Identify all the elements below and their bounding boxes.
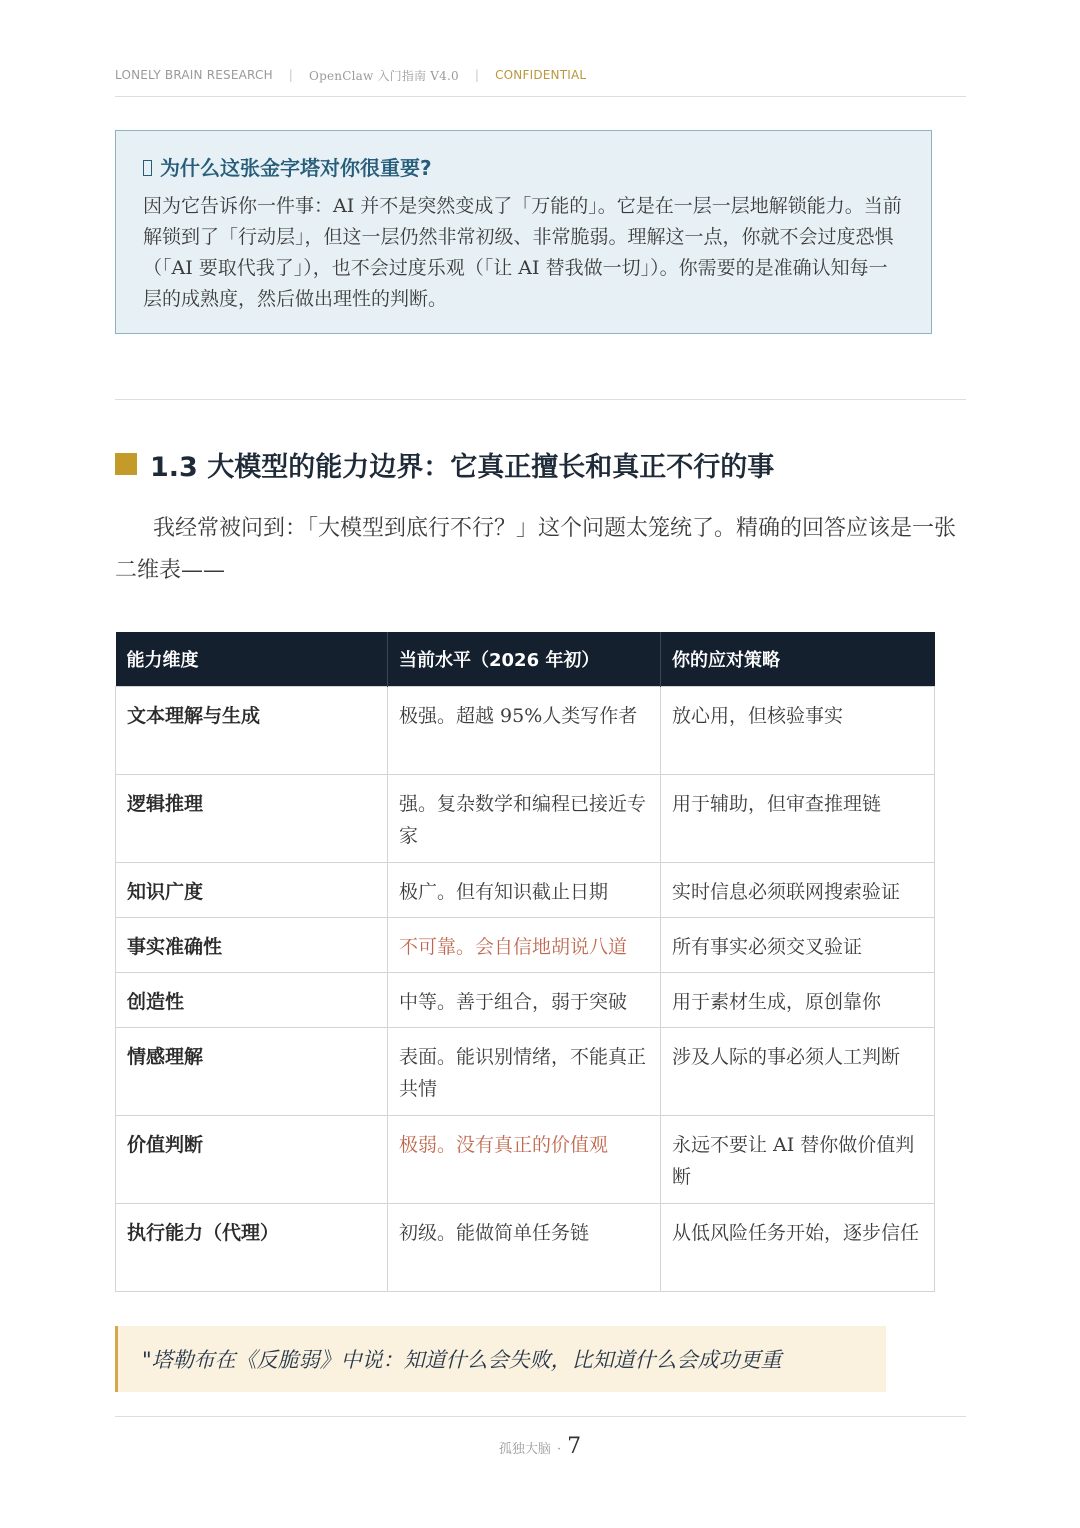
level-cell: 不可靠。会自信地胡说八道 — [388, 918, 661, 973]
table-row — [116, 918, 935, 973]
footer-divider — [115, 1416, 966, 1417]
table-row — [116, 1204, 935, 1292]
callout-title-text: 为什么这张金字塔对你很重要? — [160, 156, 432, 180]
strategy-cell: 永远不要让 AI 替你做价值判断 — [661, 1116, 935, 1204]
strategy-cell: 用于素材生成，原创靠你 — [661, 973, 935, 1028]
table-header-cell: 当前水平（2026 年初） — [388, 632, 661, 687]
table-header-cell: 能力维度 — [116, 632, 388, 687]
level-cell: 极广。但有知识截止日期 — [388, 863, 661, 918]
intro-paragraph: 我经常被问到：「大模型到底行不行？」这个问题太笼统了。精确的回答应该是一张二维表—— — [115, 516, 957, 583]
level-cell: 中等。善于组合，弱于突破 — [388, 973, 661, 1028]
table-row — [116, 1028, 935, 1116]
dimension-cell: 事实准确性 — [116, 918, 388, 973]
quote-block — [115, 1326, 886, 1392]
section-marker-icon — [115, 453, 137, 475]
header-org: LONELY BRAIN RESEARCH — [115, 68, 273, 82]
capability-table — [115, 632, 935, 1292]
strategy-cell: 所有事实必须交叉验证 — [661, 918, 935, 973]
dimension-cell: 知识广度 — [116, 863, 388, 918]
dimension-cell: 执行能力（代理） — [116, 1204, 388, 1292]
table-row — [116, 1116, 935, 1204]
table-row — [116, 775, 935, 863]
callout-title — [143, 155, 905, 181]
strategy-cell: 用于辅助，但审查推理链 — [661, 775, 935, 863]
page-footer — [0, 1434, 1080, 1459]
table-row — [116, 863, 935, 918]
table-row — [116, 687, 935, 775]
header-divider — [115, 96, 966, 97]
strategy-cell: 实时信息必须联网搜索验证 — [661, 863, 935, 918]
level-cell: 初级。能做简单任务链 — [388, 1204, 661, 1292]
level-cell: 极强。超越 95%人类写作者 — [388, 687, 661, 775]
dimension-cell: 价值判断 — [116, 1116, 388, 1204]
callout-box — [115, 130, 932, 334]
dimension-cell: 创造性 — [116, 973, 388, 1028]
dimension-cell: 文本理解与生成 — [116, 687, 388, 775]
footer-dot: · — [556, 1442, 562, 1457]
section-divider — [115, 399, 966, 400]
level-cell: 表面。能识别情绪，不能真正共情 — [388, 1028, 661, 1116]
table-header-cell: 你的应对策略 — [661, 632, 935, 687]
dimension-cell: 情感理解 — [116, 1028, 388, 1116]
missing-glyph-icon — [143, 160, 152, 176]
dimension-cell: 逻辑推理 — [116, 775, 388, 863]
table-row — [116, 973, 935, 1028]
section-title-text: 1.3 大模型的能力边界：它真正擅长和真正不行的事 — [150, 451, 775, 483]
table-header-row — [116, 632, 935, 687]
quote-text: "塔勒布在《反脆弱》中说：知道什么会失败，比知道什么会成功更重 — [142, 1348, 782, 1372]
section-heading — [115, 444, 774, 484]
callout-body: 因为它告诉你一件事：AI 并不是突然变成了「万能的」。它是在一层一层地解锁能力。当前解锁到了「行动层」，但这一层仍然非常初级、非常脆弱。理解这一点，你就不会过度恐惧（「AI 要取代我了」），也不会过度乐观（「让 AI 替我做一切」）。你需要的是准确认知每一层的成熟度，然后做出理性的判断。 — [143, 195, 902, 310]
header-separator: | — [474, 68, 480, 82]
header-separator: | — [288, 68, 294, 82]
page-header — [115, 66, 966, 84]
header-doc-title: OpenClaw 入门指南 V4.0 — [309, 68, 459, 83]
header-status: CONFIDENTIAL — [495, 68, 587, 82]
strategy-cell: 放心用，但核验事实 — [661, 687, 935, 775]
strategy-cell: 涉及人际的事必须人工判断 — [661, 1028, 935, 1116]
page-number: 7 — [567, 1434, 582, 1459]
strategy-cell: 从低风险任务开始，逐步信任 — [661, 1204, 935, 1292]
footer-brand: 孤独大脑 — [498, 1442, 551, 1457]
level-cell: 极弱。没有真正的价值观 — [388, 1116, 661, 1204]
level-cell: 强。复杂数学和编程已接近专家 — [388, 775, 661, 863]
